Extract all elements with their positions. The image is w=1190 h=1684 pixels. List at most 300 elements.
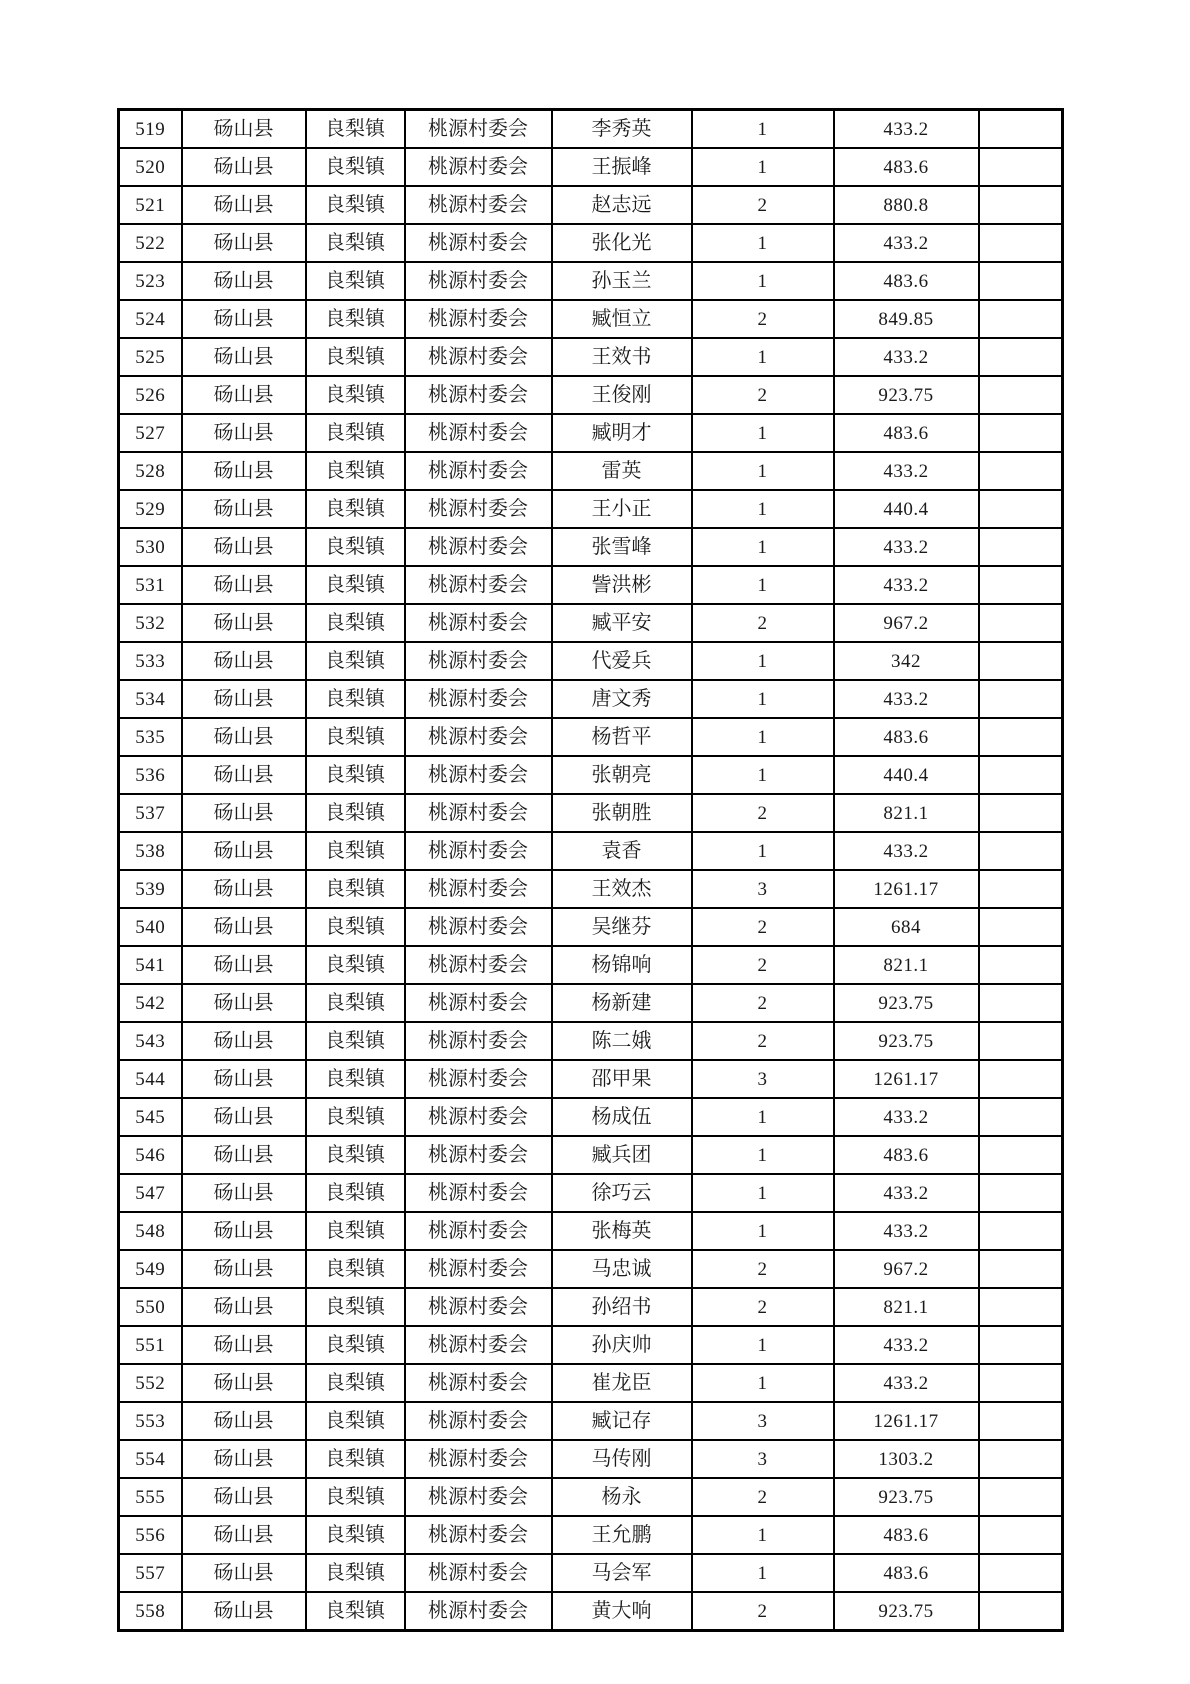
cell-seq: 527 xyxy=(119,414,182,452)
cell-village: 桃源村委会 xyxy=(405,414,552,452)
cell-name: 臧兵团 xyxy=(552,1136,692,1174)
cell-name: 马会军 xyxy=(552,1554,692,1592)
cell-town: 良梨镇 xyxy=(306,1364,405,1402)
cell-town: 良梨镇 xyxy=(306,1440,405,1478)
cell-county: 砀山县 xyxy=(182,1212,306,1250)
cell-amount: 433.2 xyxy=(834,832,979,870)
cell-count: 2 xyxy=(692,604,834,642)
cell-county: 砀山县 xyxy=(182,1478,306,1516)
cell-note xyxy=(979,1212,1063,1250)
cell-village: 桃源村委会 xyxy=(405,1554,552,1592)
cell-count: 1 xyxy=(692,642,834,680)
cell-note xyxy=(979,528,1063,566)
cell-note xyxy=(979,300,1063,338)
cell-count: 3 xyxy=(692,1402,834,1440)
cell-town: 良梨镇 xyxy=(306,148,405,186)
cell-name: 杨成伍 xyxy=(552,1098,692,1136)
cell-seq: 533 xyxy=(119,642,182,680)
cell-note xyxy=(979,1288,1063,1326)
cell-town: 良梨镇 xyxy=(306,300,405,338)
cell-town: 良梨镇 xyxy=(306,186,405,224)
cell-town: 良梨镇 xyxy=(306,718,405,756)
table-row xyxy=(119,794,1063,832)
cell-name: 孙庆帅 xyxy=(552,1326,692,1364)
cell-village: 桃源村委会 xyxy=(405,1440,552,1478)
cell-county: 砀山县 xyxy=(182,1288,306,1326)
cell-village: 桃源村委会 xyxy=(405,148,552,186)
cell-seq: 545 xyxy=(119,1098,182,1136)
cell-village: 桃源村委会 xyxy=(405,528,552,566)
cell-count: 1 xyxy=(692,1098,834,1136)
cell-county: 砀山县 xyxy=(182,1440,306,1478)
cell-village: 桃源村委会 xyxy=(405,300,552,338)
cell-count: 2 xyxy=(692,1250,834,1288)
cell-amount: 433.2 xyxy=(834,110,979,149)
cell-town: 良梨镇 xyxy=(306,1402,405,1440)
cell-seq: 554 xyxy=(119,1440,182,1478)
cell-village: 桃源村委会 xyxy=(405,946,552,984)
cell-amount: 1261.17 xyxy=(834,870,979,908)
cell-county: 砀山县 xyxy=(182,1136,306,1174)
cell-amount: 483.6 xyxy=(834,1136,979,1174)
table-row xyxy=(119,1364,1063,1402)
cell-name: 张朝胜 xyxy=(552,794,692,832)
cell-count: 1 xyxy=(692,338,834,376)
cell-seq: 558 xyxy=(119,1592,182,1631)
cell-name: 赵志远 xyxy=(552,186,692,224)
cell-name: 訾洪彬 xyxy=(552,566,692,604)
cell-count: 1 xyxy=(692,566,834,604)
table-row xyxy=(119,110,1063,149)
table-row xyxy=(119,300,1063,338)
cell-amount: 433.2 xyxy=(834,1174,979,1212)
cell-count: 2 xyxy=(692,1288,834,1326)
cell-amount: 433.2 xyxy=(834,338,979,376)
cell-note xyxy=(979,908,1063,946)
cell-county: 砀山县 xyxy=(182,110,306,149)
cell-note xyxy=(979,1174,1063,1212)
cell-note xyxy=(979,224,1063,262)
cell-seq: 548 xyxy=(119,1212,182,1250)
table-row xyxy=(119,186,1063,224)
cell-county: 砀山县 xyxy=(182,604,306,642)
cell-name: 雷英 xyxy=(552,452,692,490)
table-row xyxy=(119,680,1063,718)
data-table xyxy=(117,108,1064,1632)
cell-town: 良梨镇 xyxy=(306,946,405,984)
cell-count: 1 xyxy=(692,110,834,149)
cell-amount: 483.6 xyxy=(834,718,979,756)
cell-note xyxy=(979,1516,1063,1554)
cell-county: 砀山县 xyxy=(182,414,306,452)
cell-county: 砀山县 xyxy=(182,148,306,186)
cell-name: 黄大响 xyxy=(552,1592,692,1631)
cell-county: 砀山县 xyxy=(182,1250,306,1288)
table-row xyxy=(119,1288,1063,1326)
cell-amount: 433.2 xyxy=(834,1364,979,1402)
cell-amount: 433.2 xyxy=(834,680,979,718)
cell-name: 王允鹏 xyxy=(552,1516,692,1554)
cell-name: 陈二娥 xyxy=(552,1022,692,1060)
table-row xyxy=(119,870,1063,908)
cell-count: 3 xyxy=(692,1440,834,1478)
cell-amount: 923.75 xyxy=(834,1478,979,1516)
cell-note xyxy=(979,832,1063,870)
cell-county: 砀山县 xyxy=(182,718,306,756)
cell-amount: 433.2 xyxy=(834,566,979,604)
cell-county: 砀山县 xyxy=(182,186,306,224)
cell-village: 桃源村委会 xyxy=(405,452,552,490)
cell-village: 桃源村委会 xyxy=(405,490,552,528)
cell-seq: 557 xyxy=(119,1554,182,1592)
cell-amount: 440.4 xyxy=(834,490,979,528)
cell-count: 2 xyxy=(692,1478,834,1516)
cell-seq: 546 xyxy=(119,1136,182,1174)
cell-amount: 440.4 xyxy=(834,756,979,794)
cell-town: 良梨镇 xyxy=(306,642,405,680)
cell-count: 2 xyxy=(692,794,834,832)
cell-note xyxy=(979,1402,1063,1440)
cell-note xyxy=(979,338,1063,376)
cell-name: 代爱兵 xyxy=(552,642,692,680)
cell-seq: 539 xyxy=(119,870,182,908)
cell-note xyxy=(979,984,1063,1022)
cell-count: 2 xyxy=(692,1592,834,1631)
cell-town: 良梨镇 xyxy=(306,1250,405,1288)
cell-amount: 433.2 xyxy=(834,1098,979,1136)
cell-seq: 520 xyxy=(119,148,182,186)
cell-note xyxy=(979,1554,1063,1592)
cell-name: 崔龙臣 xyxy=(552,1364,692,1402)
table-row xyxy=(119,1212,1063,1250)
cell-seq: 542 xyxy=(119,984,182,1022)
cell-name: 邵甲果 xyxy=(552,1060,692,1098)
cell-note xyxy=(979,870,1063,908)
cell-note xyxy=(979,756,1063,794)
cell-name: 张雪峰 xyxy=(552,528,692,566)
cell-amount: 923.75 xyxy=(834,376,979,414)
cell-count: 1 xyxy=(692,262,834,300)
cell-seq: 535 xyxy=(119,718,182,756)
cell-village: 桃源村委会 xyxy=(405,1592,552,1631)
cell-amount: 483.6 xyxy=(834,1554,979,1592)
cell-count: 1 xyxy=(692,680,834,718)
cell-note xyxy=(979,680,1063,718)
cell-seq: 553 xyxy=(119,1402,182,1440)
cell-note xyxy=(979,186,1063,224)
cell-town: 良梨镇 xyxy=(306,1022,405,1060)
cell-town: 良梨镇 xyxy=(306,984,405,1022)
table-row xyxy=(119,1554,1063,1592)
cell-name: 臧明才 xyxy=(552,414,692,452)
cell-note xyxy=(979,718,1063,756)
cell-seq: 528 xyxy=(119,452,182,490)
table-row xyxy=(119,832,1063,870)
cell-village: 桃源村委会 xyxy=(405,1060,552,1098)
cell-amount: 1303.2 xyxy=(834,1440,979,1478)
cell-county: 砀山县 xyxy=(182,984,306,1022)
cell-amount: 483.6 xyxy=(834,148,979,186)
cell-count: 2 xyxy=(692,908,834,946)
cell-county: 砀山县 xyxy=(182,224,306,262)
table-row xyxy=(119,490,1063,528)
table-row xyxy=(119,718,1063,756)
cell-village: 桃源村委会 xyxy=(405,1250,552,1288)
table-row xyxy=(119,566,1063,604)
cell-town: 良梨镇 xyxy=(306,1326,405,1364)
cell-village: 桃源村委会 xyxy=(405,186,552,224)
cell-note xyxy=(979,1592,1063,1631)
table-row xyxy=(119,376,1063,414)
cell-name: 马传刚 xyxy=(552,1440,692,1478)
cell-seq: 549 xyxy=(119,1250,182,1288)
cell-name: 臧恒立 xyxy=(552,300,692,338)
cell-name: 杨哲平 xyxy=(552,718,692,756)
cell-name: 臧记存 xyxy=(552,1402,692,1440)
cell-village: 桃源村委会 xyxy=(405,224,552,262)
cell-note xyxy=(979,1478,1063,1516)
cell-village: 桃源村委会 xyxy=(405,1174,552,1212)
cell-amount: 1261.17 xyxy=(834,1402,979,1440)
cell-name: 王效书 xyxy=(552,338,692,376)
cell-town: 良梨镇 xyxy=(306,832,405,870)
cell-seq: 541 xyxy=(119,946,182,984)
cell-town: 良梨镇 xyxy=(306,490,405,528)
table-row xyxy=(119,224,1063,262)
cell-amount: 483.6 xyxy=(834,414,979,452)
cell-village: 桃源村委会 xyxy=(405,1136,552,1174)
cell-village: 桃源村委会 xyxy=(405,1212,552,1250)
cell-note xyxy=(979,490,1063,528)
cell-seq: 543 xyxy=(119,1022,182,1060)
cell-village: 桃源村委会 xyxy=(405,1288,552,1326)
cell-name: 张梅英 xyxy=(552,1212,692,1250)
cell-amount: 1261.17 xyxy=(834,1060,979,1098)
cell-name: 张朝亮 xyxy=(552,756,692,794)
cell-county: 砀山县 xyxy=(182,1554,306,1592)
cell-seq: 519 xyxy=(119,110,182,149)
table-row xyxy=(119,1022,1063,1060)
cell-village: 桃源村委会 xyxy=(405,680,552,718)
table-row xyxy=(119,262,1063,300)
table-row xyxy=(119,338,1063,376)
cell-seq: 523 xyxy=(119,262,182,300)
cell-village: 桃源村委会 xyxy=(405,794,552,832)
cell-county: 砀山县 xyxy=(182,1098,306,1136)
table-row xyxy=(119,414,1063,452)
table-body xyxy=(119,110,1063,1631)
cell-note xyxy=(979,1326,1063,1364)
cell-name: 孙绍书 xyxy=(552,1288,692,1326)
cell-county: 砀山县 xyxy=(182,452,306,490)
cell-name: 王振峰 xyxy=(552,148,692,186)
cell-village: 桃源村委会 xyxy=(405,870,552,908)
cell-amount: 483.6 xyxy=(834,1516,979,1554)
cell-count: 2 xyxy=(692,984,834,1022)
cell-village: 桃源村委会 xyxy=(405,566,552,604)
cell-village: 桃源村委会 xyxy=(405,338,552,376)
cell-town: 良梨镇 xyxy=(306,1516,405,1554)
cell-note xyxy=(979,794,1063,832)
cell-name: 袁香 xyxy=(552,832,692,870)
cell-note xyxy=(979,1098,1063,1136)
cell-county: 砀山县 xyxy=(182,376,306,414)
cell-amount: 923.75 xyxy=(834,984,979,1022)
cell-village: 桃源村委会 xyxy=(405,984,552,1022)
cell-town: 良梨镇 xyxy=(306,1592,405,1631)
cell-county: 砀山县 xyxy=(182,908,306,946)
cell-name: 王俊刚 xyxy=(552,376,692,414)
cell-town: 良梨镇 xyxy=(306,1136,405,1174)
cell-county: 砀山县 xyxy=(182,680,306,718)
cell-amount: 821.1 xyxy=(834,1288,979,1326)
cell-seq: 521 xyxy=(119,186,182,224)
cell-county: 砀山县 xyxy=(182,1174,306,1212)
cell-county: 砀山县 xyxy=(182,946,306,984)
cell-seq: 529 xyxy=(119,490,182,528)
cell-seq: 544 xyxy=(119,1060,182,1098)
cell-seq: 552 xyxy=(119,1364,182,1402)
table-row xyxy=(119,1440,1063,1478)
cell-name: 王小正 xyxy=(552,490,692,528)
cell-note xyxy=(979,1364,1063,1402)
cell-town: 良梨镇 xyxy=(306,1174,405,1212)
cell-count: 2 xyxy=(692,300,834,338)
cell-town: 良梨镇 xyxy=(306,452,405,490)
cell-village: 桃源村委会 xyxy=(405,1402,552,1440)
cell-seq: 534 xyxy=(119,680,182,718)
cell-county: 砀山县 xyxy=(182,1060,306,1098)
cell-name: 杨锦响 xyxy=(552,946,692,984)
cell-village: 桃源村委会 xyxy=(405,262,552,300)
cell-note xyxy=(979,566,1063,604)
cell-seq: 551 xyxy=(119,1326,182,1364)
table-row xyxy=(119,1136,1063,1174)
cell-count: 1 xyxy=(692,452,834,490)
cell-count: 1 xyxy=(692,148,834,186)
cell-county: 砀山县 xyxy=(182,300,306,338)
cell-town: 良梨镇 xyxy=(306,110,405,149)
cell-county: 砀山县 xyxy=(182,528,306,566)
cell-count: 1 xyxy=(692,756,834,794)
cell-town: 良梨镇 xyxy=(306,338,405,376)
cell-amount: 433.2 xyxy=(834,528,979,566)
cell-town: 良梨镇 xyxy=(306,756,405,794)
cell-town: 良梨镇 xyxy=(306,1098,405,1136)
cell-county: 砀山县 xyxy=(182,1326,306,1364)
cell-count: 1 xyxy=(692,490,834,528)
cell-name: 唐文秀 xyxy=(552,680,692,718)
cell-seq: 547 xyxy=(119,1174,182,1212)
cell-seq: 537 xyxy=(119,794,182,832)
cell-count: 1 xyxy=(692,718,834,756)
cell-count: 2 xyxy=(692,946,834,984)
cell-village: 桃源村委会 xyxy=(405,1022,552,1060)
cell-town: 良梨镇 xyxy=(306,604,405,642)
table-row xyxy=(119,1516,1063,1554)
cell-town: 良梨镇 xyxy=(306,1060,405,1098)
cell-seq: 526 xyxy=(119,376,182,414)
cell-county: 砀山县 xyxy=(182,1022,306,1060)
cell-name: 孙玉兰 xyxy=(552,262,692,300)
cell-county: 砀山县 xyxy=(182,1402,306,1440)
cell-count: 1 xyxy=(692,1212,834,1250)
cell-village: 桃源村委会 xyxy=(405,1516,552,1554)
cell-amount: 342 xyxy=(834,642,979,680)
cell-county: 砀山县 xyxy=(182,1592,306,1631)
cell-amount: 433.2 xyxy=(834,1212,979,1250)
cell-town: 良梨镇 xyxy=(306,528,405,566)
cell-seq: 536 xyxy=(119,756,182,794)
table-row xyxy=(119,642,1063,680)
table-row xyxy=(119,528,1063,566)
cell-seq: 530 xyxy=(119,528,182,566)
cell-count: 1 xyxy=(692,224,834,262)
table-row xyxy=(119,1098,1063,1136)
cell-amount: 923.75 xyxy=(834,1022,979,1060)
cell-note xyxy=(979,946,1063,984)
table-row xyxy=(119,1250,1063,1288)
cell-county: 砀山县 xyxy=(182,338,306,376)
cell-town: 良梨镇 xyxy=(306,414,405,452)
cell-county: 砀山县 xyxy=(182,642,306,680)
cell-count: 1 xyxy=(692,1364,834,1402)
cell-count: 2 xyxy=(692,186,834,224)
cell-count: 1 xyxy=(692,1554,834,1592)
cell-name: 吴继芬 xyxy=(552,908,692,946)
cell-village: 桃源村委会 xyxy=(405,908,552,946)
cell-name: 张化光 xyxy=(552,224,692,262)
table-row xyxy=(119,756,1063,794)
cell-town: 良梨镇 xyxy=(306,566,405,604)
cell-seq: 531 xyxy=(119,566,182,604)
cell-town: 良梨镇 xyxy=(306,262,405,300)
cell-town: 良梨镇 xyxy=(306,870,405,908)
cell-count: 1 xyxy=(692,1174,834,1212)
cell-village: 桃源村委会 xyxy=(405,832,552,870)
cell-count: 3 xyxy=(692,870,834,908)
cell-amount: 684 xyxy=(834,908,979,946)
cell-name: 王效杰 xyxy=(552,870,692,908)
cell-town: 良梨镇 xyxy=(306,224,405,262)
table-row xyxy=(119,946,1063,984)
cell-town: 良梨镇 xyxy=(306,376,405,414)
cell-count: 1 xyxy=(692,1136,834,1174)
cell-village: 桃源村委会 xyxy=(405,1098,552,1136)
cell-village: 桃源村委会 xyxy=(405,604,552,642)
cell-count: 1 xyxy=(692,414,834,452)
cell-seq: 538 xyxy=(119,832,182,870)
cell-amount: 880.8 xyxy=(834,186,979,224)
cell-county: 砀山县 xyxy=(182,832,306,870)
cell-town: 良梨镇 xyxy=(306,794,405,832)
cell-amount: 967.2 xyxy=(834,1250,979,1288)
cell-county: 砀山县 xyxy=(182,870,306,908)
table-row xyxy=(119,1592,1063,1631)
table-row xyxy=(119,908,1063,946)
cell-count: 2 xyxy=(692,1022,834,1060)
cell-town: 良梨镇 xyxy=(306,1288,405,1326)
table-row xyxy=(119,604,1063,642)
cell-note xyxy=(979,1136,1063,1174)
cell-village: 桃源村委会 xyxy=(405,718,552,756)
cell-amount: 821.1 xyxy=(834,946,979,984)
cell-name: 杨永 xyxy=(552,1478,692,1516)
cell-amount: 923.75 xyxy=(834,1592,979,1631)
table-row xyxy=(119,1402,1063,1440)
cell-name: 徐巧云 xyxy=(552,1174,692,1212)
cell-county: 砀山县 xyxy=(182,1516,306,1554)
